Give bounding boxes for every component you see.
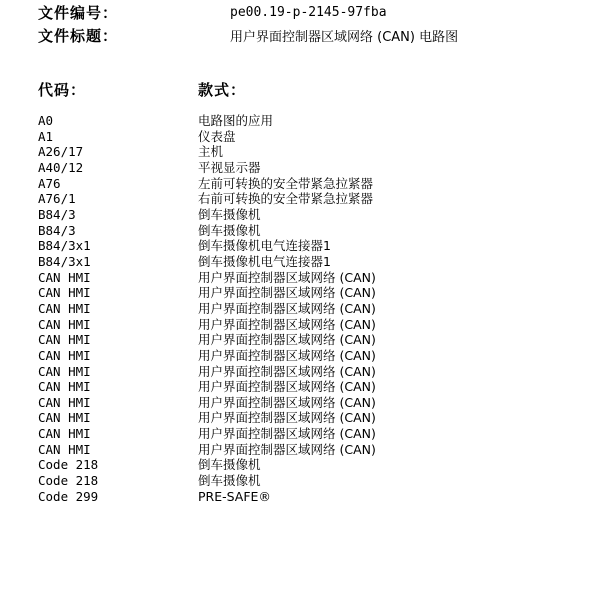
item-code: A40/12 [38,159,84,175]
list-item [38,207,598,223]
item-description: 右前可转换的安全带紧急拉紧器 [198,191,374,207]
item-description: 用户界面控制器区域网络 (CAN) [198,316,376,332]
list-item [38,473,598,489]
item-description: 用户界面控制器区域网络 (CAN) [198,379,376,395]
item-description: 用户界面控制器区域网络 (CAN) [198,332,376,348]
item-code: Code 218 [38,457,99,473]
list-item [38,364,598,380]
list-item [38,301,598,317]
doc-title-value: 用户界面控制器区域网络 (CAN) 电路图 [230,29,459,45]
list-item [38,113,598,129]
list-item [38,176,598,192]
item-code: CAN HMI [38,363,91,379]
item-code: CAN HMI [38,394,91,410]
item-code: CAN HMI [38,441,91,457]
list-item [38,426,598,442]
item-code: CAN HMI [38,332,91,348]
list-item [38,160,598,176]
list-item [38,457,598,473]
code-column-header: 代码： [38,81,87,99]
item-code: Code 299 [38,488,99,504]
list-item [38,144,598,160]
item-code: CAN HMI [38,410,91,426]
list-item [38,348,598,364]
doc-title-label: 文件标题： [38,26,119,45]
item-code: CAN HMI [38,347,91,363]
list-item [38,489,598,505]
list-item [38,379,598,395]
code-list [38,113,598,504]
list-item [38,285,598,301]
list-item [38,238,598,254]
list-item [38,410,598,426]
list-item [38,442,598,458]
item-code: CAN HMI [38,316,91,332]
item-description: 主机 [198,144,224,160]
item-description: 电路图的应用 [198,113,274,128]
item-code: B84/3x1 [38,253,91,269]
item-code: B84/3 [38,206,76,222]
item-code: A76/1 [38,191,76,207]
doc-number-label: 文件编号： [38,3,119,22]
item-description: 仪表盘 [198,128,236,144]
item-description: 用户界面控制器区域网络 (CAN) [198,410,376,426]
item-code: CAN HMI [38,426,91,442]
item-description: 倒车摄像机 [198,206,261,222]
item-description: 用户界面控制器区域网络 (CAN) [198,363,376,379]
list-item [38,270,598,286]
item-description: 倒车摄像机 [198,222,261,238]
list-item [38,191,598,207]
item-code: CAN HMI [38,300,91,316]
item-description: 倒车摄像机 [198,457,261,473]
item-code: Code 218 [38,473,99,489]
item-code: A76 [38,175,61,191]
list-item [38,332,598,348]
item-description: 用户界面控制器区域网络 (CAN) [198,394,376,410]
item-description: 倒车摄像机电气连接器1 [198,253,331,269]
item-code: CAN HMI [38,379,91,395]
item-code: A0 [38,113,54,128]
item-description: 平视显示器 [198,159,261,175]
item-code: B84/3x1 [38,238,91,254]
list-item [38,254,598,270]
item-description: 用户界面控制器区域网络 (CAN) [198,269,376,285]
item-code: B84/3 [38,222,76,238]
list-item [38,317,598,333]
doc-number-row [38,2,387,22]
item-description: 倒车摄像机电气连接器1 [198,238,331,254]
item-description: 用户界面控制器区域网络 (CAN) [198,441,376,457]
item-description: PRE-SAFE® [198,488,271,504]
item-code: CAN HMI [38,269,91,285]
item-description: 用户界面控制器区域网络 (CAN) [198,285,376,301]
list-item [38,129,598,145]
item-code: A26/17 [38,144,84,160]
item-code: A1 [38,128,54,144]
doc-number-value: pe00.19-p-2145-97fba [230,4,387,20]
desc-column-header: 款式： [198,81,247,99]
item-code: CAN HMI [38,285,91,301]
list-item [38,223,598,239]
item-description: 用户界面控制器区域网络 (CAN) [198,426,376,442]
item-description: 左前可转换的安全带紧急拉紧器 [198,175,374,191]
list-item [38,395,598,411]
item-description: 用户界面控制器区域网络 (CAN) [198,347,376,363]
item-description: 倒车摄像机 [198,473,261,489]
doc-title-row [38,25,458,45]
item-description: 用户界面控制器区域网络 (CAN) [198,300,376,316]
